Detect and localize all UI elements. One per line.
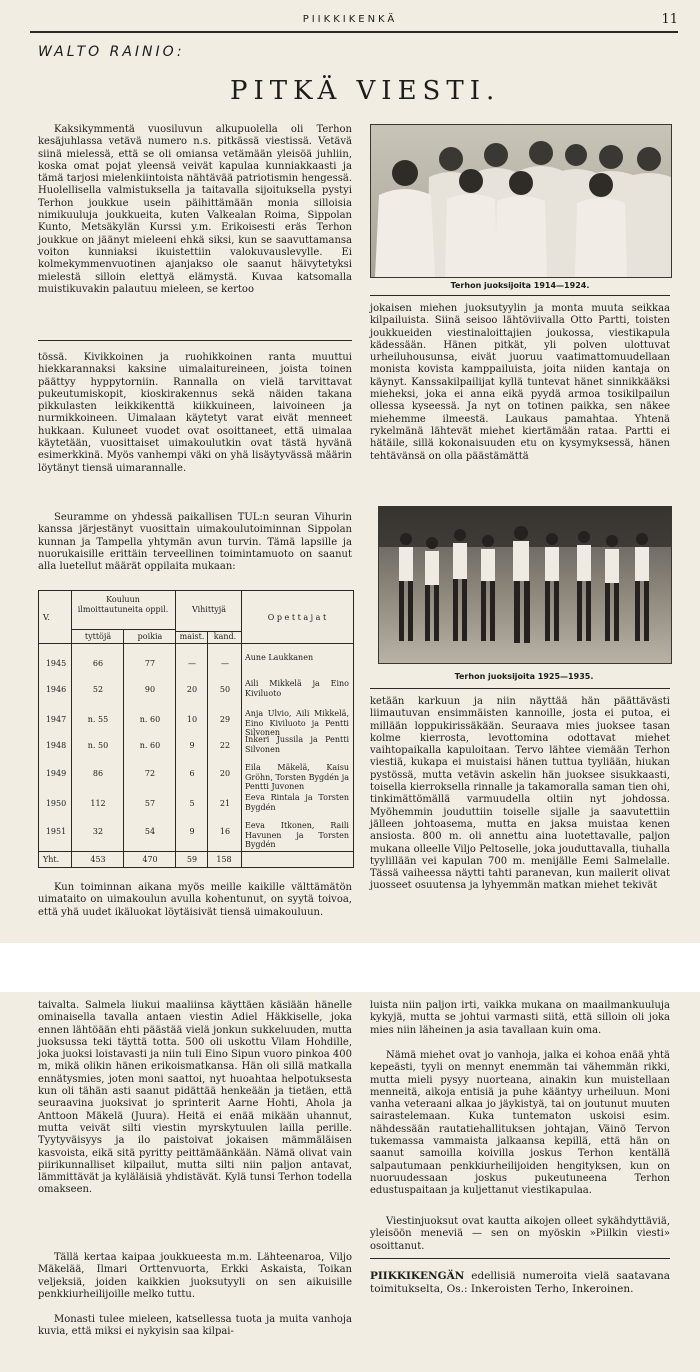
section-rule [38,340,352,341]
table-cell-master: 5 [189,799,195,808]
memories-paragraph: Monasti tulee mieleen, katsellessa tuota ja muita vanhoja kuvia, että miksi ei nykyisin saa kilpai- [38,1314,352,1338]
table-header-students: Kouluun ilmoittautuneita oppil. [77,595,169,614]
famous-talents-paragraph: luista niin paljon irti, vaikka mukana on maailmankuuluja kykyjä, mutta se johtui varmasti siitä, että silloin oli joka mies niin läheinen ja asia tavallaan kuin oma. [370,1000,670,1036]
table-cell-year: 1945 [45,659,67,668]
table-cell-girls: 112 [90,799,106,808]
beach-paragraph: tössä. Kivikkoinen ja ruohikkoinen ranta muuttui hiekkarannaksi kaksine uimalaitureineen, joista toinen päättyy hyppytorniin. Rannalla on vielä tarvittavat pukeutumiskopit, kioskirakennus sekä näiden takana pikkulasten leikkikenttä kiikkuineen, laivoineen ja nurmikkoineen. Uimalaan käytetyt varat eivät menneet hukkaan. Kuluneet vuodet ovat osoittaneet, että uimalaa käytetään, vuosittaiset uimakoulutkin ovat tästä hyvänä esimerkkinä. Myös vanhempi väki on yhä lisäytyvässä määrin löytänyt tiensä uimarannalle. [38,352,352,474]
magazine-page-continuation [0,992,700,1372]
table-cell-year: 1949 [45,769,67,778]
table-cell-girls: 86 [92,769,104,778]
table-cell-cand: 50 [219,685,231,694]
team-photo-2-image [379,507,671,663]
header-rule [30,31,678,33]
table-cell-year: 1948 [45,741,67,750]
table-cell-cand: — [221,659,229,668]
table-cell-year: 1947 [45,715,67,724]
note-rule [370,1258,670,1259]
table-total-cand: 158 [216,855,232,864]
table-total-master: 59 [186,855,198,864]
race-paragraph-2: ketään karkuun ja niin näyttää hän päättävästi liimautuvan ensimmäisten kannoille, josta ei putoa, ei millään loppukirissäkään. Seuraava mies juoksee tasan kolme kierrosta, levottomina odottavat miehet vaihtopaikalla kapuloitaan. Tervo lähtee viemään Terhon viestiä, kukapa ei muistaisi hänen tuttua tyyliään, hiukan pystössä, mutta vetävin askelin hän juoksee sisukkaasti, toisella kierroksella rinnalle ja takamoralla saman tien ohi, tinkimättömällä varmuudella oltiin nyt johdossa. Myöhemmin jouduttiin toiselle sijalle ja saavutettiin jälleen johtoasema, mutta en jaksa muistaa kenen ansiosta. 800 m. oli annettu aina luotettavalle, paljon mukana olleelle Viljo Peltoselle, joka jouduttavalla, tiuhalla tyylillään vei kapulan 700 m. menijälle Eemi Salmelalle. Tässä vaiheessa näytti tahti paranevan, kun mailerit olivat juosseet osuutensa ja lyhyemmän matkan miehet tekivät [370,696,670,892]
running-title: PIIKKIKENKÄ [302,14,398,25]
table-cell-master: 9 [189,827,195,836]
table-header-master: maist. [179,632,205,641]
table-cell-year: 1951 [45,827,67,836]
table-cell-master: 20 [186,685,198,694]
missing-runners-paragraph: Tällä kertaa kaipaa joukkueesta m.m. Lähteenaroa, Viljo Mäkelää, Ilmari Orttenvuorta, Erkki Askaista, Toikan veljeksiä, joiden kaikkien juoksutyyli on sen aikuisille penkkiurheilijoille melko tuttu. [38,1252,352,1300]
swim-school-paragraph: Seuramme on yhdessä paikallisen TUL:n seuran Vihurin kanssa järjestänyt vuosittain uimakoulutoiminnan Sippolan kunnan ja Tampella yhtymän avun turvin. Tämä lapsille ja nuorukaisille erittäin terveellinen toimintamuoto on saanut alla luetellut määrät oppilaita mukaan: [38,512,352,573]
note-magazine-name: PIIKKIKENGÄN [370,1270,465,1282]
table-cell-teachers: Eeva Rintala ja Torsten Bygdén [245,793,349,812]
table-cell-girls: 52 [92,685,104,694]
table-cell-cand: 20 [219,769,231,778]
table-cell-master: 6 [189,769,195,778]
table-cell-teachers: Eila Mäkelä, Kaisu Gröhn, Torsten Bygdén ja Pentti Juvonen [245,763,349,791]
race-paragraph-3: taivalta. Salmela liukui maaliinsa käyttäen käsiään hänelle ominaisella tavalla antaen viestin Adiel Häkkiselle, joka ennen lähtöään ehti päästää vielä jonkun sukkeluuden, mutta juoksussa teki täyttä totta. 500 oli uskottu Vilam Hohdille, joka juoksi loistavasti ja niin tuli Eino Sipun vuoro pinkoa 400 m, mikä olikin hänen erikoismatkansa. Hän oli sillä matkalla ennätysmies, joten moni saattoi, nyt huoahtaa helpotuksesta kun oli tähän asti saanut pidättää henkeään ja tietäen, että seuraavina juoksivat jo sprinterit Aarne Hohti, Ahola ja Anttoon Mäkelä (Juura). Heitä ei enää mikään uhannut, mutta veivät silti viestin myrskytuulen lailla perille. Tyytyväisyys ja ilo paistoivat jokaisen mämmäläisen kasvoista, eikä sitä pyritty peittämäänkään. Nämä olivat vain piirikunnalliset kilpailut, mutta silti niin paljon antavat, lämmittävät ja kyläläisiä yhdistävät. Kylä tunsi Terhon todella omakseen. [38,1000,352,1196]
table-cell-master: — [188,659,196,668]
relays-paragraph: Viestinjuoksut ovat kautta aikojen olleet sykähdyttäviä, yleisöön meneviä — sen on myöskin »Piilkin viesti» osoittanut. [370,1216,670,1252]
swim-school-table [38,590,354,868]
note-text: edellisiä numeroita vielä saatavana toimitukselta, Os.: Inkeroisten Terho, Inkeroinen. [370,1270,670,1295]
table-header-cand: kand. [213,632,237,641]
caption2-rule [370,688,670,689]
photo2-caption: Terhon juoksijoita 1925—1935. [454,672,594,681]
table-cell-cand: 21 [219,799,231,808]
table-cell-boys: 77 [144,659,156,668]
table-cell-cand: 22 [219,741,231,750]
table-header-teachers: O p e t t a j a t [267,613,327,622]
table-cell-cand: 16 [219,827,231,836]
closing-swim-paragraph: Kun toiminnan aikana myös meille kaikille välttämätön uimataito on uimakoulun avulla kohentunut, on syytä toivoa, että yhä uudet ikäluokat löytäisivät tiensä uimakouluun. [38,882,352,918]
table-header-badges: Vihittyjä [191,605,227,614]
article-title: PITKÄ VIESTI. [230,76,501,106]
table-total-label: Yht. [43,855,60,864]
table-total-boys: 470 [142,855,158,864]
table-header-girls: tyttöjä [84,632,112,641]
back-issues-note [370,1270,670,1296]
table-cell-boys: 54 [144,827,156,836]
table-cell-year: 1950 [45,799,67,808]
table-header-boys: poikia [137,632,163,641]
team-photo-1925-1935 [378,506,672,664]
table-cell-teachers: Aili Mikkelä ja Eino Kiviluoto [245,679,349,698]
table-cell-teachers: Eeva Itkonen, Raili Havunen ja Torsten Bygdén [245,821,349,849]
page-number: 11 [661,12,678,27]
intro-paragraph: Kaksikymmentä vuosiluvun alkupuolella oli Terhon kesäjuhlassa vetävä numero n.s. pitkässä viestissä. Vetävä siinä mielessä, että se oli omiansa vetämään yleisöä juhliin, koska omat pojat yleensä veivät kapulaa kunniakkaasti ja tämä tarjosi mielenkiintoista nähtävää patriotismin hengessä. Huolellisella valmistuksella ja taitavalla sijoituksella pystyi Terhon joukkue usein päihittämään monia silloisia nimikuuluja joukkueita, kuten Valkealan Roima, Sippolan Kunto, Metsäkylän Kurssi y.m. Erikoisesti eräs Terhon joukkue on jäänyt mieleeni ehkä siksi, kun se saavuttamansa voiton kunniaksi ikuistettiin valokuvauslevylle. Ei kolmekymmenvuotinen ajanjakso ole saanut häivytetyksi mielestä silloin elettyä elämystä. Kuvaa katsomalla muistikuvakin palautuu mieleen, se kertoo [38,124,352,295]
table-cell-girls: 32 [92,827,104,836]
table-cell-girls: n. 55 [87,715,109,724]
table-cell-girls: 66 [92,659,104,668]
caption-rule [370,295,670,296]
table-cell-teachers: Anja Ulvio, Aili Mikkelä, Eino Kiviluoto ja Pentti Silvonen [245,709,349,737]
race-paragraph-1: jokaisen miehen juoksutyylin ja monta muuta seikkaa kilpailuista. Siinä seisoo lähtöviivalla Otto Partti, toisten joukkueiden viestinaloittajien joukossa, viestikapula kädessään. Hänen pitkät, yli polven ulottuvat urheiluhousunsa, eivät juoruu vaatimattomuudellaan monista kovista kamppailuista, joita niiden kantaja on käynyt. Kanssakilpailijat kyllä tuntevat hänet sinnikkääksi mieheksi, joka ei anna eikä pyydä armoa tosikilpailun ollessa kyseessä. Ja nyt on totinen paikka, sen näkee miehemme ilmeestä. Laukaus pamahtaa. Yhtenä rykelmänä lähtevät miehet kiertämään rataa. Partti ei hätäile, sillä kokonaisuuden etu on kysymyksessä, hänen tehtävänsä on olla päästämättä [370,303,670,462]
table-cell-teachers: Aune Laukkanen [245,653,314,662]
team-photo-1-image [371,125,671,277]
table-cell-boys: 90 [144,685,156,694]
table-cell-boys: n. 60 [139,715,161,724]
table-cell-year: 1946 [45,685,67,694]
photo1-caption: Terhon juoksijoita 1914—1924. [450,281,590,290]
table-cell-boys: 72 [144,769,156,778]
table-cell-girls: n. 50 [87,741,109,750]
table-cell-master: 10 [186,715,198,724]
table-cell-master: 9 [189,741,195,750]
article-author: WALTO RAINIO: [38,44,185,60]
table-cell-boys: 57 [144,799,156,808]
table-cell-boys: n. 60 [139,741,161,750]
table-header-year: V. [43,613,50,622]
table-cell-teachers: Inkeri Jussila ja Pentti Silvonen [245,735,349,754]
table-cell-cand: 29 [219,715,231,724]
team-photo-1914-1924 [370,124,672,278]
veterans-paragraph: Nämä miehet ovat jo vanhoja, jalka ei kohoa enää yhtä kepeästi, tyyli on mennyt enemmän tai vähemmän rikki, mutta mieli pysyy nuorteana, ainakin kun muistellaan menneitä, aikoja entisiä ja puhe kääntyy urheiluun. Moni vanha veteraani alkaa jo jäykistyä, tai on joutunut muuten sairastelemaan. Kuka tuntematon uskoisi esim. nähdessään rautatiehallituksen johtajan, Väinö Tervon tukemassa vammaista jalkaansa kepillä, että hän on saanut samoilla koivilla joskus Terhon kentällä salpautumaan penkkiurheilijoiden hengityksen, kun on nuoruudessaan joskus pukeutuneena Terhon edustuspaitaan ja kuljettanut viestikapulaa. [370,1050,670,1197]
table-total-girls: 453 [90,855,106,864]
